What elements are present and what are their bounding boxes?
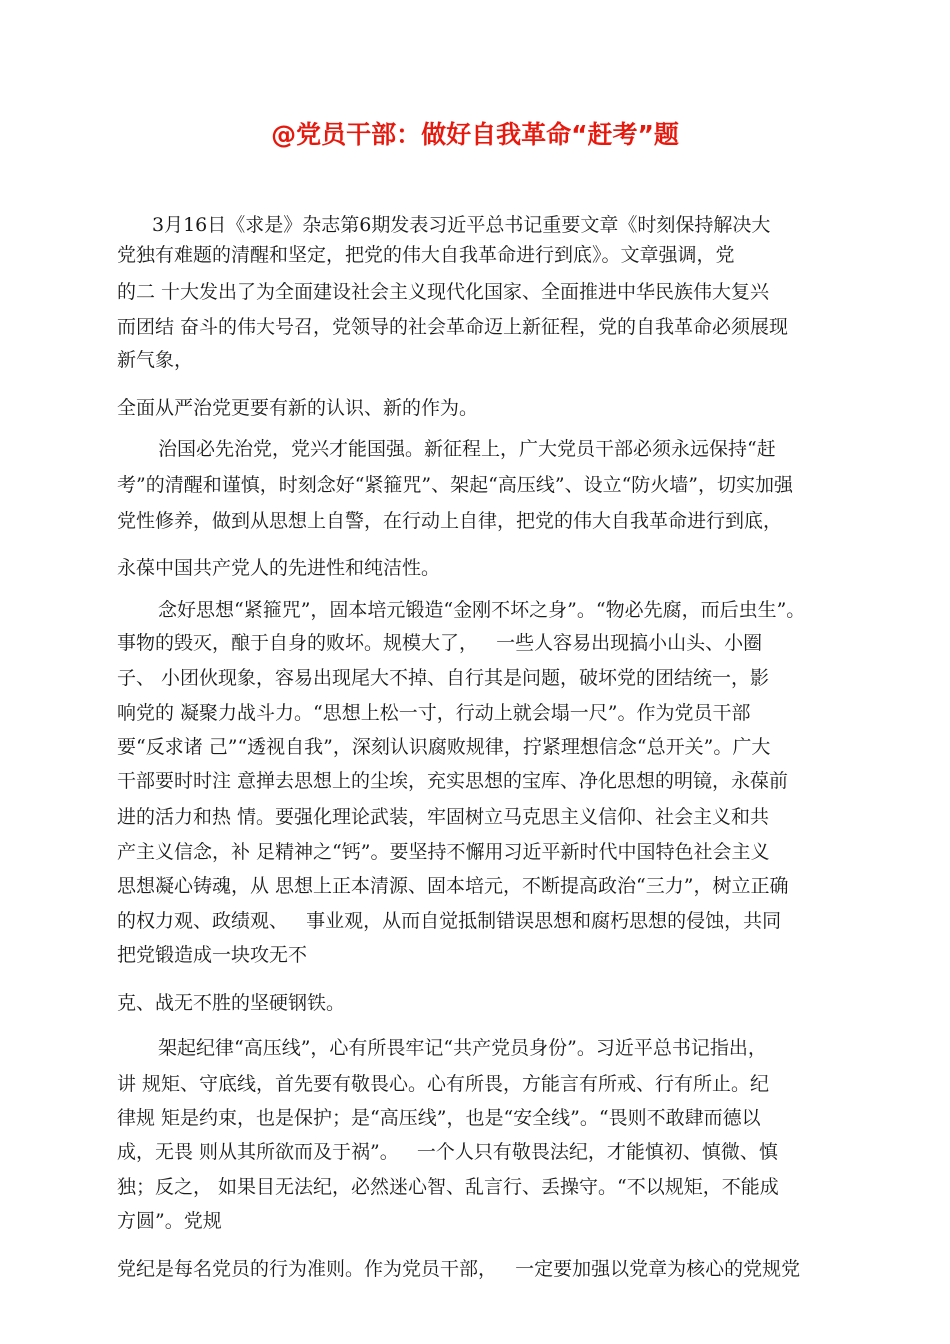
document-title: @党员干部：做好自我革命“赶考”题	[271, 120, 679, 149]
text-line: 3月16日《求是》杂志第6期发表习近平总书记重要文章《时刻保持解决大	[152, 214, 771, 236]
text-line: 独；反之， 如果目无法纪，必然迷心智、乱言行、丢操守。“不以规矩，不能成	[117, 1176, 779, 1198]
text-line: 党性修养，做到从思想上自警，在行动上自律，把党的伟大自我革命进行到底，	[117, 510, 783, 532]
text-line: 全面从严治党更要有新的认识、新的作为。	[117, 397, 479, 419]
text-line: 干部要时时注 意掸去思想上的尘埃，充实思想的宝库、净化思想的明镜，永葆前	[117, 770, 789, 792]
text-line: 治国必先治党，党兴才能国强。新征程上，广大党员干部必须永远保持“赶	[158, 438, 776, 460]
text-line: 事物的毁灭，酿于自身的败坏。规模大了， 一些人容易出现搞小山头、小圈	[117, 632, 763, 654]
text-line: 响党的 凝聚力战斗力。“思想上松一寸，行动上就会塌一尺”。作为党员干部	[117, 702, 751, 724]
text-line: 讲 规矩、守底线，首先要有敬畏心。心有所畏，方能言有所戒、行有所止。纪	[117, 1073, 770, 1095]
text-line: 进的活力和热 情。要强化理论武装，牢固树立马克思主义信仰、社会主义和共	[117, 806, 770, 828]
text-line: 的权力观、政绩观、 事业观，从而自觉抵制错误思想和腐朽思想的侵蚀，共同	[117, 910, 782, 932]
text-line: 而团结 奋斗的伟大号召，党领导的社会革命迈上新征程，党的自我革命必须展现	[117, 316, 789, 338]
text-line: 成，无畏 则从其所欲而及于祸”。 一个人只有敬畏法纪，才能慎初、慎微、慎	[117, 1141, 778, 1163]
text-line: 念好思想“紧箍咒”，固本培元锻造“金刚不坏之身”。“物必先腐，而后虫生”。	[158, 599, 806, 621]
text-line: 新气象，	[117, 349, 194, 371]
text-line: 要“反求诸 己”“透视自我”，深刻认识腐败规律，拧紧理想信念“总开关”。广大	[117, 736, 771, 758]
text-line: 的二 十大发出了为全面建设社会主义现代化国家、全面推进中华民族伟大复兴	[117, 281, 770, 303]
text-line: 把党锻造成一块攻无不	[117, 944, 308, 966]
text-line: 架起纪律“高压线”，心有所畏牢记“共产党员身份”。习近平总书记指出，	[158, 1037, 767, 1059]
text-line: 考”的清醒和谨慎，时刻念好“紧箍咒”、架起“高压线”、设立“防火墙”，切实加强	[117, 474, 793, 496]
text-line: 党独有难题的清醒和坚定，把党的伟大自我革命进行到底》。文章强调，党	[117, 244, 735, 266]
text-line: 子、 小团伙现象，容易出现尾大不掉、自行其是问题，破坏党的团结统一，影	[117, 667, 770, 689]
text-line: 产主义信念，补 足精神之“钙”。要坚持不懈用习近平新时代中国特色社会主义	[117, 841, 770, 863]
text-line: 方圆”。党规	[117, 1210, 222, 1232]
text-line: 思想凝心铸魂，从 思想上正本清源、固本培元，不断提高政治“三力”，树立正确	[117, 875, 789, 897]
text-line: 永葆中国共产党人的先进性和纯洁性。	[117, 557, 441, 579]
text-line: 律规 矩是约束，也是保护；是“高压线”，也是“安全线”。“畏则不敢肆而德以	[117, 1107, 761, 1129]
text-line: 克、战无不胜的坚硬钢铁。	[117, 992, 346, 1014]
text-line: 党纪是每名党员的行为准则。作为党员干部， 一定要加强以党章为核心的党规党	[117, 1258, 801, 1280]
